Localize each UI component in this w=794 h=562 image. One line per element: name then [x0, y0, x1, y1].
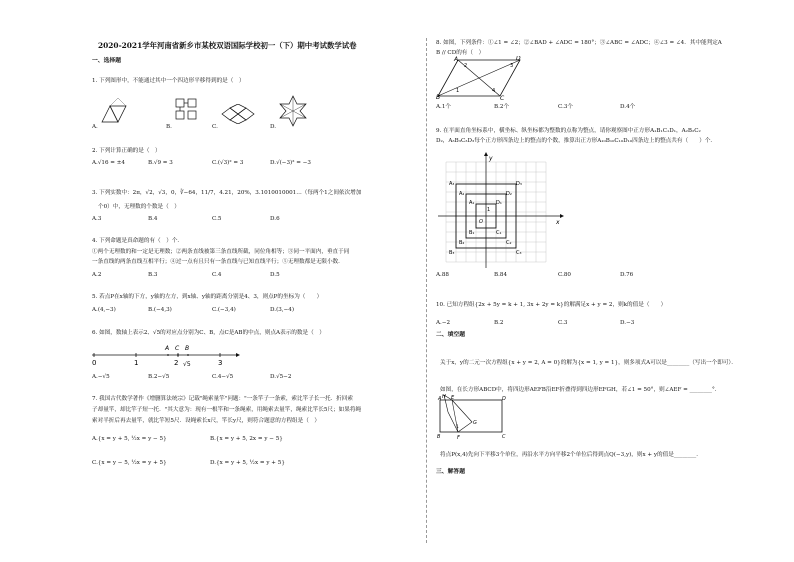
q9-stem-line2: D₂，A₃B₃C₃D₃每个正方形四条边上的整点的个数，推算出正方形A₁₀B₁₀C₁₀D₁₀四条边上的整点共有（ ）个． [436, 138, 717, 144]
fill-q12-label-c: C [502, 434, 506, 440]
q9-option-d[interactable]: D.76 [620, 272, 634, 278]
q4-option-b[interactable]: B.3 [148, 272, 158, 278]
q1-stem: 1. 下列图形中，不能通过其中一个四边形平移得到的是（ ） [92, 78, 245, 84]
q10-option-a[interactable]: A.−2 [436, 320, 451, 326]
q3-stem-line2: 个0）中，无理数的个数是（ ） [98, 204, 180, 210]
q5-option-c[interactable]: C.(−3,4) [212, 307, 236, 313]
q2-stem: 2. 下列计算正确的是（ ） [92, 148, 161, 154]
q6-tick-3: 3 [218, 359, 223, 367]
section-choice-heading: 一、选择题 [92, 58, 121, 64]
q8-angle-2: 2 [464, 63, 468, 69]
q1-figure-c [220, 104, 260, 124]
q1-option-a[interactable]: A. [92, 124, 98, 130]
q8-stem-line1: 8. 如图，下列条件：①∠1 = ∠2；②∠BAD + ∠ADC = 180°；③∠ABC = ∠ADC；④∠3 = ∠4．其中能判定A [436, 40, 722, 46]
q9-option-a[interactable]: A.88 [436, 272, 449, 278]
q9-option-c[interactable]: C.80 [558, 272, 571, 278]
column-divider [426, 38, 427, 543]
exam-title: 2020-2021学年河南省新乡市某校双语国际学校初一（下）期中考试数学试卷 [98, 41, 357, 50]
q9-label-b2: B₂ [459, 240, 465, 246]
q10-option-b[interactable]: B.2 [494, 320, 504, 326]
q6-stem: 6. 如图，数轴上表示2、√5的对应点分别为C、B，点C是AB的中点，则点A表示的数是（ ） [92, 330, 325, 336]
q6-tick-1: 1 [134, 359, 139, 367]
q1-figure-d [276, 94, 310, 128]
q2-option-d[interactable]: D.√(−3)² = −3 [270, 160, 311, 166]
q9-axis-y: y [489, 155, 493, 162]
q9-label-d1: D₁ [496, 200, 502, 206]
fill-q13: 将点P(x,4)先向下平移3个单位，再沿水平方向平移2个单位后得到点Q(−3,y)，则x + y的值是________． [440, 452, 702, 458]
q7-stem-line3: 索对半折后再去量竿，就比竿短5尺．设绳索长x尺，竿长y尺，则符合题意的方程组是（ ） [92, 418, 321, 424]
q3-option-c[interactable]: C.5 [212, 216, 222, 222]
q9-origin: O [479, 219, 483, 225]
q1-figure-b [174, 97, 202, 125]
q1-option-b[interactable]: B. [166, 124, 172, 130]
q4-statements-line2: 一条直线的两条直线互相平行；④过一点有且只有一条直线与已知直线平行；⑤无理数都是无限小数． [92, 259, 344, 265]
q6-number-line [90, 338, 240, 370]
q4-option-c[interactable]: C.4 [212, 272, 222, 278]
q9-unit-1: 1 [487, 207, 491, 213]
fill-q12-angle-1: 1 [456, 425, 459, 430]
q10-stem: 10. 已知方程组{2x + 5y = k + 1, 3x + 2y = k}的解满足x + y = 2，则k的值是（ ） [436, 302, 667, 308]
left-column [90, 0, 422, 562]
q8-option-b[interactable]: B.2个 [494, 104, 510, 110]
q2-option-a[interactable]: A.√16 = ±4 [92, 160, 125, 166]
q6-option-c[interactable]: C.4−√5 [212, 374, 234, 380]
q8-option-c[interactable]: C.3个 [558, 104, 574, 110]
q9-option-b[interactable]: B.84 [494, 272, 508, 278]
q8-figure-parallelogram [436, 56, 522, 100]
q4-stem: 4. 下列命题是真命题的有（ ）个． [92, 238, 184, 244]
q8-option-d[interactable]: D.4个 [620, 104, 636, 110]
q7-option-b[interactable]: B.{x = y + 5, 2x = y − 5} [210, 436, 283, 442]
q9-label-a2: A₂ [459, 191, 465, 197]
q10-option-c[interactable]: C.3 [558, 320, 568, 326]
q9-label-d2: D₂ [506, 191, 512, 197]
fill-q12-label-d: D [502, 396, 506, 402]
q6-point-a: A [165, 345, 170, 352]
q8-label-c: C [500, 95, 505, 100]
q2-option-b[interactable]: B.√9 = 3 [148, 160, 173, 166]
q9-label-a1: A₁ [469, 200, 475, 206]
q7-stem-line1: 7. 我国古代数学著作《增删算法统宗》记载"绳索量竿"问题："一条竿子一条索，索比竿子长一托．折回索 [92, 396, 353, 402]
q8-option-a[interactable]: A.1个 [436, 104, 451, 110]
section-solve-heading: 三、解答题 [436, 469, 465, 475]
q4-option-a[interactable]: A.2 [92, 272, 102, 278]
fill-q12-label-g: G [473, 420, 477, 426]
q9-label-b3: B₃ [449, 250, 455, 256]
q5-stem: 5. 若点P在x轴的下方，y轴的左方，到x轴、y轴的距离分别是4、3，则点P的坐标为（ ） [92, 294, 323, 300]
q8-angle-1: 1 [456, 88, 460, 94]
q9-label-c2: C₂ [506, 240, 512, 246]
q6-point-b: B [185, 345, 190, 352]
q9-label-c1: C₁ [496, 230, 502, 236]
q6-tick-0: 0 [92, 359, 97, 367]
q9-axis-x: x [556, 219, 560, 226]
q6-option-d[interactable]: D.√5−2 [270, 374, 292, 380]
q1-option-d[interactable]: D. [270, 124, 277, 130]
fill-q12-label-b: B [437, 434, 441, 440]
section-fill-heading: 二、填空题 [436, 332, 465, 338]
right-column [432, 0, 767, 562]
fill-q12-figure [436, 394, 506, 444]
fill-q12: 如图，在长方形ABCD中，将四边形AEFB沿EF折叠得到四边形EFGH，若∠1 = 50°，则∠AEF = ________°． [440, 387, 721, 393]
q3-option-b[interactable]: B.4 [148, 216, 158, 222]
q7-stem-line2: 子却量竿，却比竿子短一托．"其大意为：现有一根竿和一条绳索，用绳索去量竿，绳索比竿长5尺；如果将绳 [92, 407, 362, 413]
q8-angle-3: 3 [510, 63, 514, 69]
fill-q11: 关于x，y的二元一次方程组{x + y = 2, A = 0}的解为{x = 1, y = 1}，则多项式A可以是________（写出一个即可）． [440, 360, 737, 366]
q5-option-b[interactable]: B.(−4,3) [148, 307, 172, 313]
q6-sqrt-label: √5 [183, 361, 191, 368]
q8-stem-line2: B // CD的有（ ） [436, 50, 485, 56]
fill-q12-label-a: A [438, 396, 442, 402]
q2-option-c[interactable]: C.(√3)² = 3 [212, 160, 244, 166]
q8-label-a: A [454, 56, 459, 63]
fill-q12-label-h: H [442, 394, 446, 400]
q7-option-d[interactable]: D.{x = y + 5, ½x = y + 5} [210, 460, 285, 466]
q6-option-a[interactable]: A.−√5 [92, 374, 110, 380]
q1-figure-a [100, 96, 130, 128]
q6-point-c: C [175, 345, 180, 352]
q8-label-d: D [516, 56, 521, 62]
q3-option-a[interactable]: A.3 [92, 216, 102, 222]
q9-label-c3: C₃ [516, 250, 522, 256]
q9-label-a3: A₃ [449, 181, 455, 187]
q8-label-b: B [436, 94, 441, 100]
q3-stem-line1: 3. 下列实数中：2π，√2，√3，0，∛−64，11/7，4.21，20%，3.1010010001…（每两个1之间依次增加 [92, 190, 362, 196]
q9-stem-line1: 9. 在平面直角坐标系中，横坐标、纵坐标都为整数的点称为整点，请你观察图中正方形A₁B₁C₁D₁，A₂B₂C₂ [436, 128, 701, 134]
q4-statements-line1: ①两个无理数的和一定是无理数；②两条直线被第三条直线所截，同位角相等；③同一平面内，垂直于同 [92, 249, 350, 255]
fill-q12-label-e: E [451, 395, 455, 401]
q5-option-d[interactable]: D.(3,−4) [270, 307, 295, 313]
q9-label-b1: B₁ [469, 230, 475, 236]
q10-option-d[interactable]: D.−3 [620, 320, 635, 326]
q3-option-d[interactable]: D.6 [270, 216, 280, 222]
q5-option-a[interactable]: A.(4,−3) [92, 307, 116, 313]
q6-option-b[interactable]: B.2−√5 [148, 374, 170, 380]
q8-angle-4: 4 [492, 88, 496, 94]
q1-option-c[interactable]: C. [212, 124, 218, 130]
q9-label-d3: D₃ [516, 181, 522, 187]
q7-option-c[interactable]: C.{x = y − 5, ½x = y + 5} [92, 460, 167, 466]
q6-tick-2: 2 [174, 359, 179, 367]
q4-option-d[interactable]: D.5 [270, 272, 280, 278]
q7-option-a[interactable]: A.{x = y + 5, ½x = y − 5} [92, 436, 167, 442]
q9-coordinate-grid [436, 152, 564, 268]
fill-q12-label-f: F [457, 435, 460, 441]
